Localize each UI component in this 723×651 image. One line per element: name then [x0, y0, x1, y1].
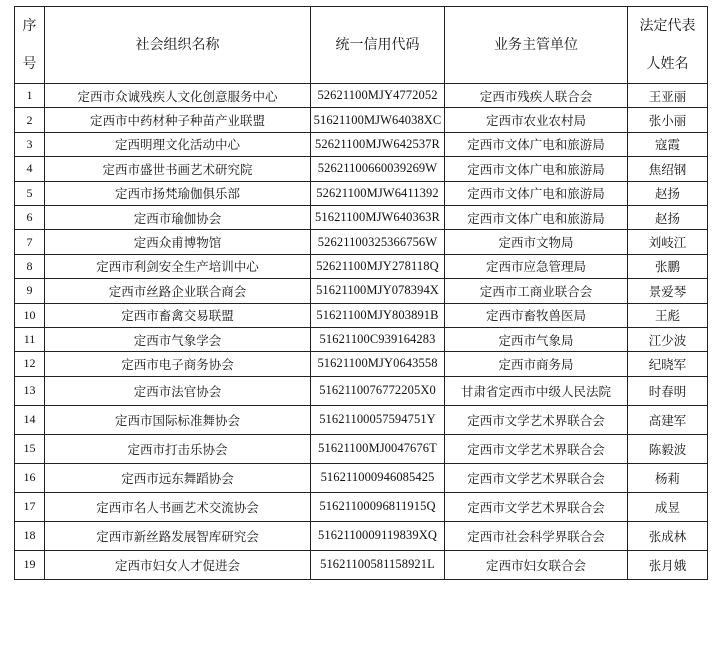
row-legal-representative: 成昱 [628, 492, 708, 521]
row-supervising-unit: 定西市文学艺术界联合会 [445, 405, 628, 434]
row-supervising-unit: 定西市商务局 [445, 352, 628, 376]
table-header [15, 7, 708, 84]
row-legal-representative: 王亚丽 [628, 84, 708, 108]
row-org-name: 定西市电子商务协会 [45, 352, 311, 376]
row-number: 12 [15, 352, 45, 376]
row-org-name: 定西市妇女人才促进会 [45, 550, 311, 579]
row-org-name: 定西市名人书画艺术交流协会 [45, 492, 311, 521]
table-row [15, 303, 708, 327]
row-supervising-unit: 定西市文体广电和旅游局 [445, 157, 628, 181]
header-rep-line1: 法定代表 [639, 18, 696, 34]
row-org-name: 定西市众诚残疾人文化创意服务中心 [45, 84, 311, 108]
row-supervising-unit: 定西市文物局 [445, 230, 628, 254]
header-seq [15, 7, 45, 84]
row-org-name: 定西市气象学会 [45, 327, 311, 351]
table-row [15, 434, 708, 463]
table-row [15, 181, 708, 205]
row-number: 4 [15, 157, 45, 181]
row-supervising-unit: 定西市畜牧兽医局 [445, 303, 628, 327]
table-row [15, 327, 708, 351]
row-credit-code: 52621100325366756W [311, 230, 445, 254]
row-number: 15 [15, 434, 45, 463]
row-supervising-unit: 定西市文体广电和旅游局 [445, 132, 628, 156]
header-seq-line2: 号 [22, 56, 37, 72]
row-number: 9 [15, 279, 45, 303]
row-legal-representative: 赵扬 [628, 205, 708, 229]
row-legal-representative: 赵扬 [628, 181, 708, 205]
row-credit-code: 51621100MJY0643558 [311, 352, 445, 376]
row-org-name: 定西市利剑安全生产培训中心 [45, 254, 311, 278]
row-legal-representative: 陈毅波 [628, 434, 708, 463]
row-number: 7 [15, 230, 45, 254]
header-rep [628, 7, 708, 84]
table-body [15, 84, 708, 580]
table-row [15, 405, 708, 434]
row-supervising-unit: 定西市妇女联合会 [445, 550, 628, 579]
row-credit-code: 51621100096811915Q [311, 492, 445, 521]
table-row [15, 132, 708, 156]
row-org-name: 定西市新丝路发展智库研究会 [45, 521, 311, 550]
row-credit-code: 51621100581158921L [311, 550, 445, 579]
header-name: 社会组织名称 [45, 7, 311, 84]
row-credit-code: 5162110076772205X0 [311, 376, 445, 405]
row-legal-representative: 时春明 [628, 376, 708, 405]
row-number: 2 [15, 108, 45, 132]
row-number: 3 [15, 132, 45, 156]
table-row [15, 84, 708, 108]
header-dept: 业务主管单位 [445, 7, 628, 84]
table-row [15, 157, 708, 181]
header-code: 统一信用代码 [311, 7, 445, 84]
row-supervising-unit: 定西市文体广电和旅游局 [445, 181, 628, 205]
row-credit-code: 51621100C939164283 [311, 327, 445, 351]
row-legal-representative: 纪晓军 [628, 352, 708, 376]
row-supervising-unit: 甘肃省定西市中级人民法院 [445, 376, 628, 405]
table-row [15, 492, 708, 521]
row-org-name: 定西市中药材种子种苗产业联盟 [45, 108, 311, 132]
row-legal-representative: 张月娥 [628, 550, 708, 579]
row-number: 8 [15, 254, 45, 278]
header-rep-line2: 人姓名 [646, 56, 689, 72]
row-supervising-unit: 定西市工商业联合会 [445, 279, 628, 303]
row-legal-representative: 王彪 [628, 303, 708, 327]
row-legal-representative: 焦绍钢 [628, 157, 708, 181]
row-credit-code: 52621100MJY278118Q [311, 254, 445, 278]
row-number: 16 [15, 463, 45, 492]
row-legal-representative: 张成林 [628, 521, 708, 550]
table-row [15, 279, 708, 303]
organization-table [14, 6, 708, 580]
row-legal-representative: 刘岐江 [628, 230, 708, 254]
row-legal-representative: 张鹏 [628, 254, 708, 278]
row-supervising-unit: 定西市文学艺术界联合会 [445, 463, 628, 492]
row-org-name: 定西明理文化活动中心 [45, 132, 311, 156]
row-legal-representative: 景爱琴 [628, 279, 708, 303]
row-number: 14 [15, 405, 45, 434]
row-supervising-unit: 定西市文学艺术界联合会 [445, 434, 628, 463]
row-credit-code: 51621100MJ0047676T [311, 434, 445, 463]
row-org-name: 定西市打击乐协会 [45, 434, 311, 463]
table-row [15, 108, 708, 132]
row-credit-code: 51621100057594751Y [311, 405, 445, 434]
row-legal-representative: 寇霞 [628, 132, 708, 156]
table-row [15, 521, 708, 550]
row-org-name: 定西市国际标准舞协会 [45, 405, 311, 434]
document-page [14, 6, 707, 580]
row-credit-code: 52621100660039269W [311, 157, 445, 181]
row-supervising-unit: 定西市社会科学界联合会 [445, 521, 628, 550]
row-number: 18 [15, 521, 45, 550]
row-org-name: 定西市盛世书画艺术研究院 [45, 157, 311, 181]
row-legal-representative: 张小丽 [628, 108, 708, 132]
row-credit-code: 52621100MJY4772052 [311, 84, 445, 108]
row-legal-representative: 江少波 [628, 327, 708, 351]
row-org-name: 定西市丝路企业联合商会 [45, 279, 311, 303]
row-org-name: 定西市扬梵瑜伽俱乐部 [45, 181, 311, 205]
table-row [15, 352, 708, 376]
row-org-name: 定西市远东舞蹈协会 [45, 463, 311, 492]
row-org-name: 定西市瑜伽协会 [45, 205, 311, 229]
row-org-name: 定西众甫博物馆 [45, 230, 311, 254]
row-credit-code: 52621100MJW642537R [311, 132, 445, 156]
header-seq-line1: 序 [22, 18, 37, 34]
row-number: 11 [15, 327, 45, 351]
table-row [15, 376, 708, 405]
row-number: 17 [15, 492, 45, 521]
row-credit-code: 51621100MJW640363R [311, 205, 445, 229]
row-supervising-unit: 定西市气象局 [445, 327, 628, 351]
row-number: 6 [15, 205, 45, 229]
row-supervising-unit: 定西市农业农村局 [445, 108, 628, 132]
row-credit-code: 51621100MJY078394X [311, 279, 445, 303]
row-credit-code: 51621100MJW64038XC [311, 108, 445, 132]
row-org-name: 定西市法官协会 [45, 376, 311, 405]
table-row [15, 463, 708, 492]
row-number: 1 [15, 84, 45, 108]
row-number: 5 [15, 181, 45, 205]
table-row [15, 550, 708, 579]
row-number: 10 [15, 303, 45, 327]
row-supervising-unit: 定西市文学艺术界联合会 [445, 492, 628, 521]
row-org-name: 定西市畜禽交易联盟 [45, 303, 311, 327]
table-row [15, 230, 708, 254]
row-legal-representative: 杨莉 [628, 463, 708, 492]
row-supervising-unit: 定西市应急管理局 [445, 254, 628, 278]
row-number: 13 [15, 376, 45, 405]
table-row [15, 254, 708, 278]
row-number: 19 [15, 550, 45, 579]
row-legal-representative: 高建军 [628, 405, 708, 434]
row-credit-code: 5162110009119839XQ [311, 521, 445, 550]
row-credit-code: 51621100MJY803891B [311, 303, 445, 327]
row-supervising-unit: 定西市残疾人联合会 [445, 84, 628, 108]
row-credit-code: 52621100MJW6411392 [311, 181, 445, 205]
row-supervising-unit: 定西市文体广电和旅游局 [445, 205, 628, 229]
table-row [15, 205, 708, 229]
row-credit-code: 516211000946085425 [311, 463, 445, 492]
